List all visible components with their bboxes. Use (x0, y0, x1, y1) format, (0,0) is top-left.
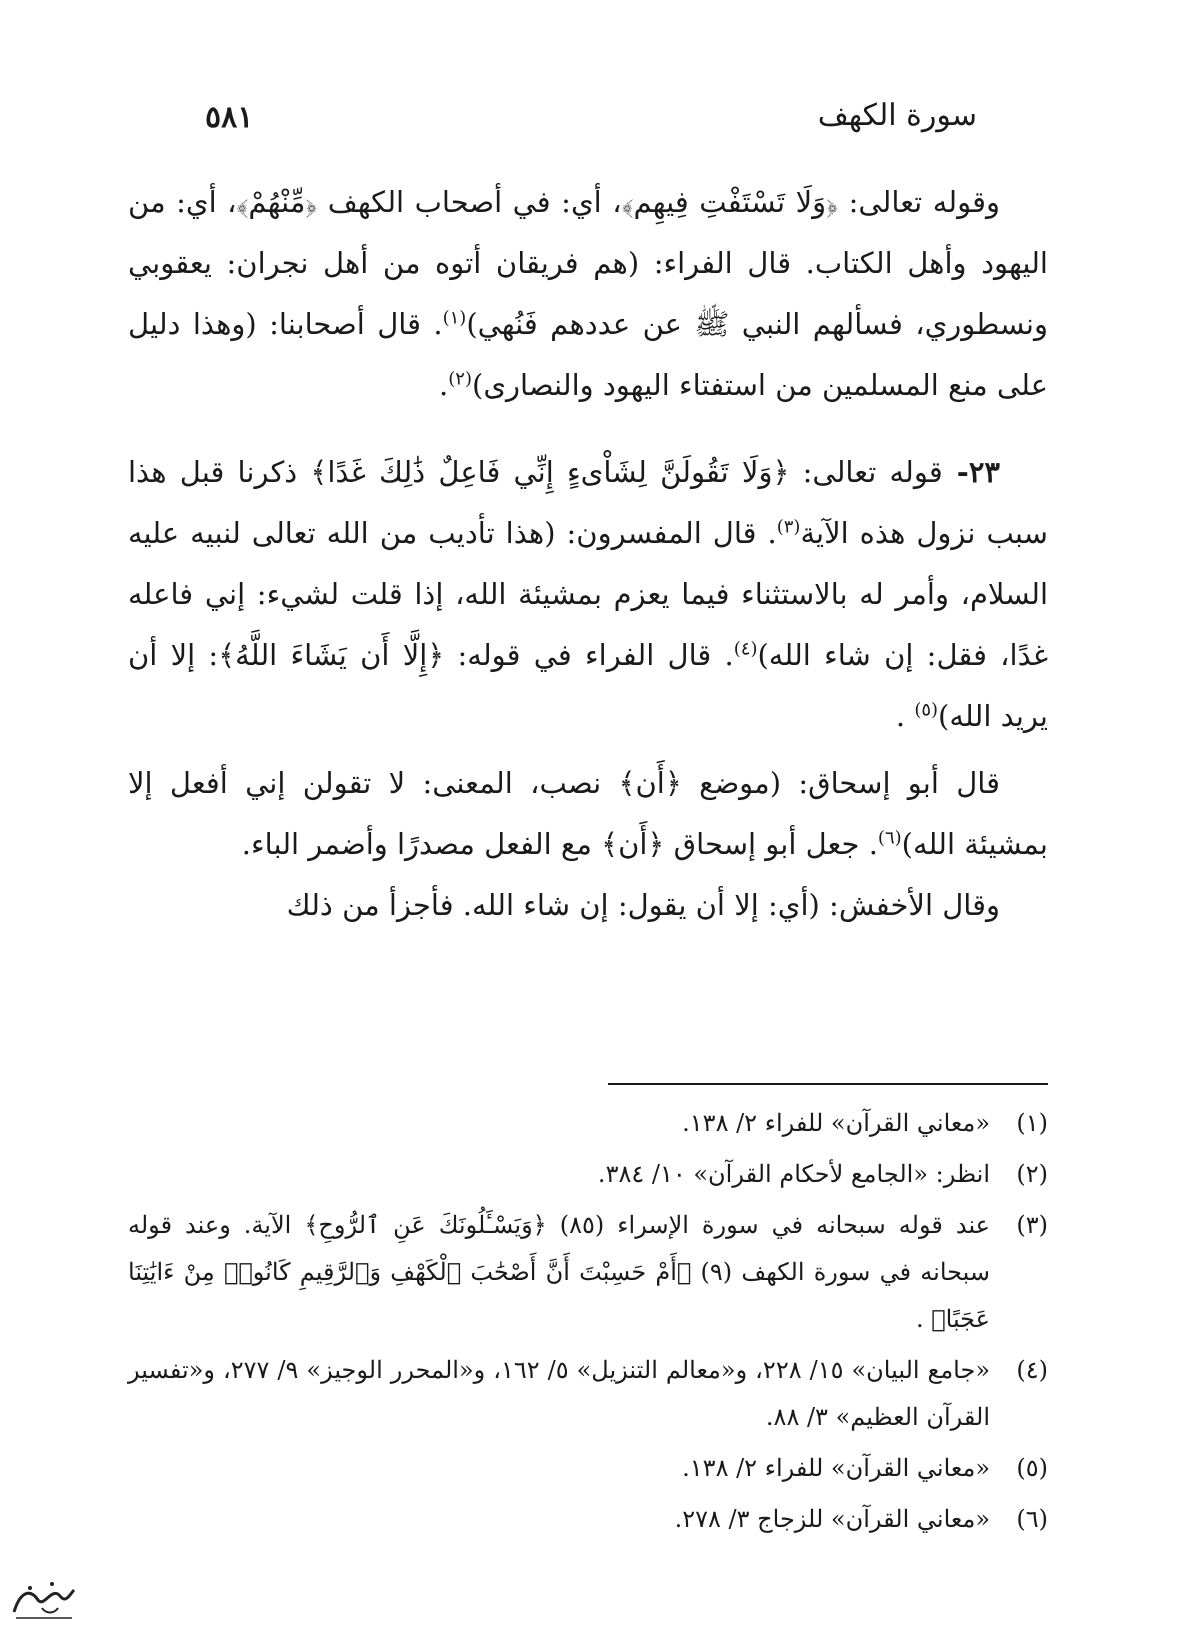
paragraph (128, 442, 1048, 747)
footnote-ref: (١) (442, 307, 467, 329)
page-number: ٥٨١ (205, 100, 254, 135)
footnote (128, 1445, 1048, 1492)
page-header (205, 98, 977, 148)
footnote-ref: (٢) (448, 368, 472, 390)
text-run: قوله تعالى: ﴿وَلَا تَقُولَنَّ لِشَاْىءٍ إِنِّي فَاعِلٌ ذَٰلِكَ غَدًا﴾ ذكرنا قبل هذا سبب نزول هذه الآية (128, 455, 1048, 550)
footnote-number: (٣) (1016, 1211, 1048, 1239)
text-run: . قال الفراء في قوله: ﴿إِلَّا أَن يَشَاءَ اللَّهُ﴾: إلا أن يريد الله) (128, 638, 1048, 733)
footnote-text: «جامع البيان» ١٥/ ٢٢٨، و«معالم التنزيل» ٥/ ١٦٢، و«المحرر الوجيز» ٩/ ٢٧٧، و«تفسير القرآن العظيم» ٣/ ٨٨. (128, 1356, 991, 1431)
footnote-divider (608, 1083, 1048, 1085)
paragraph (128, 875, 1048, 936)
paragraph (128, 753, 1048, 875)
text-run: وقوله تعالى: ﴿وَلَا تَسْتَفْتِ فِيهِم﴾، أي: في أصحاب الكهف ﴿مِّنْهُمْ﴾، أي: من اليهود وأهل الكتاب. قال الفراء: (هم فريقان أتوه من أهل نجران: يعقوبي ونسطوري، فسألهم النبي ﷺ عن عددهم فَنُهي) (128, 185, 1048, 341)
footnote-number: (٦) (1016, 1505, 1048, 1533)
paragraph (128, 172, 1048, 416)
footnote-text: عند قوله سبحانه في سورة الإسراء (٨٥) ﴿وَيَسْـَٔلُونَكَ عَنِ ٱلرُّوحِ﴾ الآية. وعند قوله سبحانه في سورة الكهف (٩) ﴿أَمْ حَسِبْتَ أَنَّ أَصْحَٰبَ ٱلْكَهْفِ وَٱلرَّقِيمِ كَانُوا۟ مِنْ ءَايَٰتِنَا عَجَبًا﴾ . (128, 1211, 991, 1333)
footnote (128, 1100, 1048, 1147)
text-run: . جعل أبو إسحاق ﴿أَن﴾ مع الفعل مصدرًا وأضمر الباء. (241, 827, 878, 861)
footnote-text: «معاني القرآن» للفراء ٢/ ١٣٨. (682, 1109, 990, 1137)
footnote-ref: (٣) (776, 516, 801, 538)
text-run: . (895, 699, 915, 733)
footnote-text: «معاني القرآن» للفراء ٢/ ١٣٨. (682, 1454, 990, 1482)
text-run: . قال المفسرون: (هذا تأديب من الله تعالى لنبيه عليه السلام، وأمر له بالاستثناء فيما يعزم بمشيئة الله، إذا قلت لشيء: إني فاعله غدًا، فقل: إن شاء الله) (128, 516, 1048, 672)
footnote-text: انظر: «الجامع لأحكام القرآن» ١٠/ ٣٨٤. (597, 1160, 990, 1188)
text-run: . (439, 368, 449, 402)
text-run: قال أبو إسحاق: (موضع ﴿أَن﴾ نصب، المعنى: لا تقولن إني أفعل إلا بمشيئة الله) (128, 766, 1048, 861)
footnote-number: (٥) (1016, 1454, 1048, 1482)
publisher-seal-icon (8, 1578, 78, 1624)
footnote (128, 1202, 1048, 1343)
footnote (128, 1151, 1048, 1198)
text-run: وقال الأخفش: (أي: إلا أن يقول: إن شاء الله. فأجزأ من ذلك (286, 888, 1000, 922)
footnotes-list (128, 1100, 1048, 1547)
footnote-number: (٤) (1016, 1356, 1048, 1384)
footnote-ref: (٦) (877, 827, 902, 849)
footnote-number: (١) (1016, 1109, 1048, 1137)
surah-title: سورة الكهف (817, 98, 977, 133)
section-number: ٢٣- (942, 455, 1000, 489)
footnote (128, 1347, 1048, 1441)
footnote-ref: (٤) (733, 638, 758, 660)
main-text (128, 172, 1048, 936)
text-run: . قال أصحابنا: (وهذا دليل على منع المسلمين من استفتاء اليهود والنصارى) (128, 307, 1048, 402)
footnote-text: «معاني القرآن» للزجاج ٣/ ٢٧٨. (674, 1505, 990, 1533)
footnote-number: (٢) (1016, 1160, 1048, 1188)
footnote (128, 1496, 1048, 1543)
footnote-ref: (٥) (914, 699, 939, 721)
